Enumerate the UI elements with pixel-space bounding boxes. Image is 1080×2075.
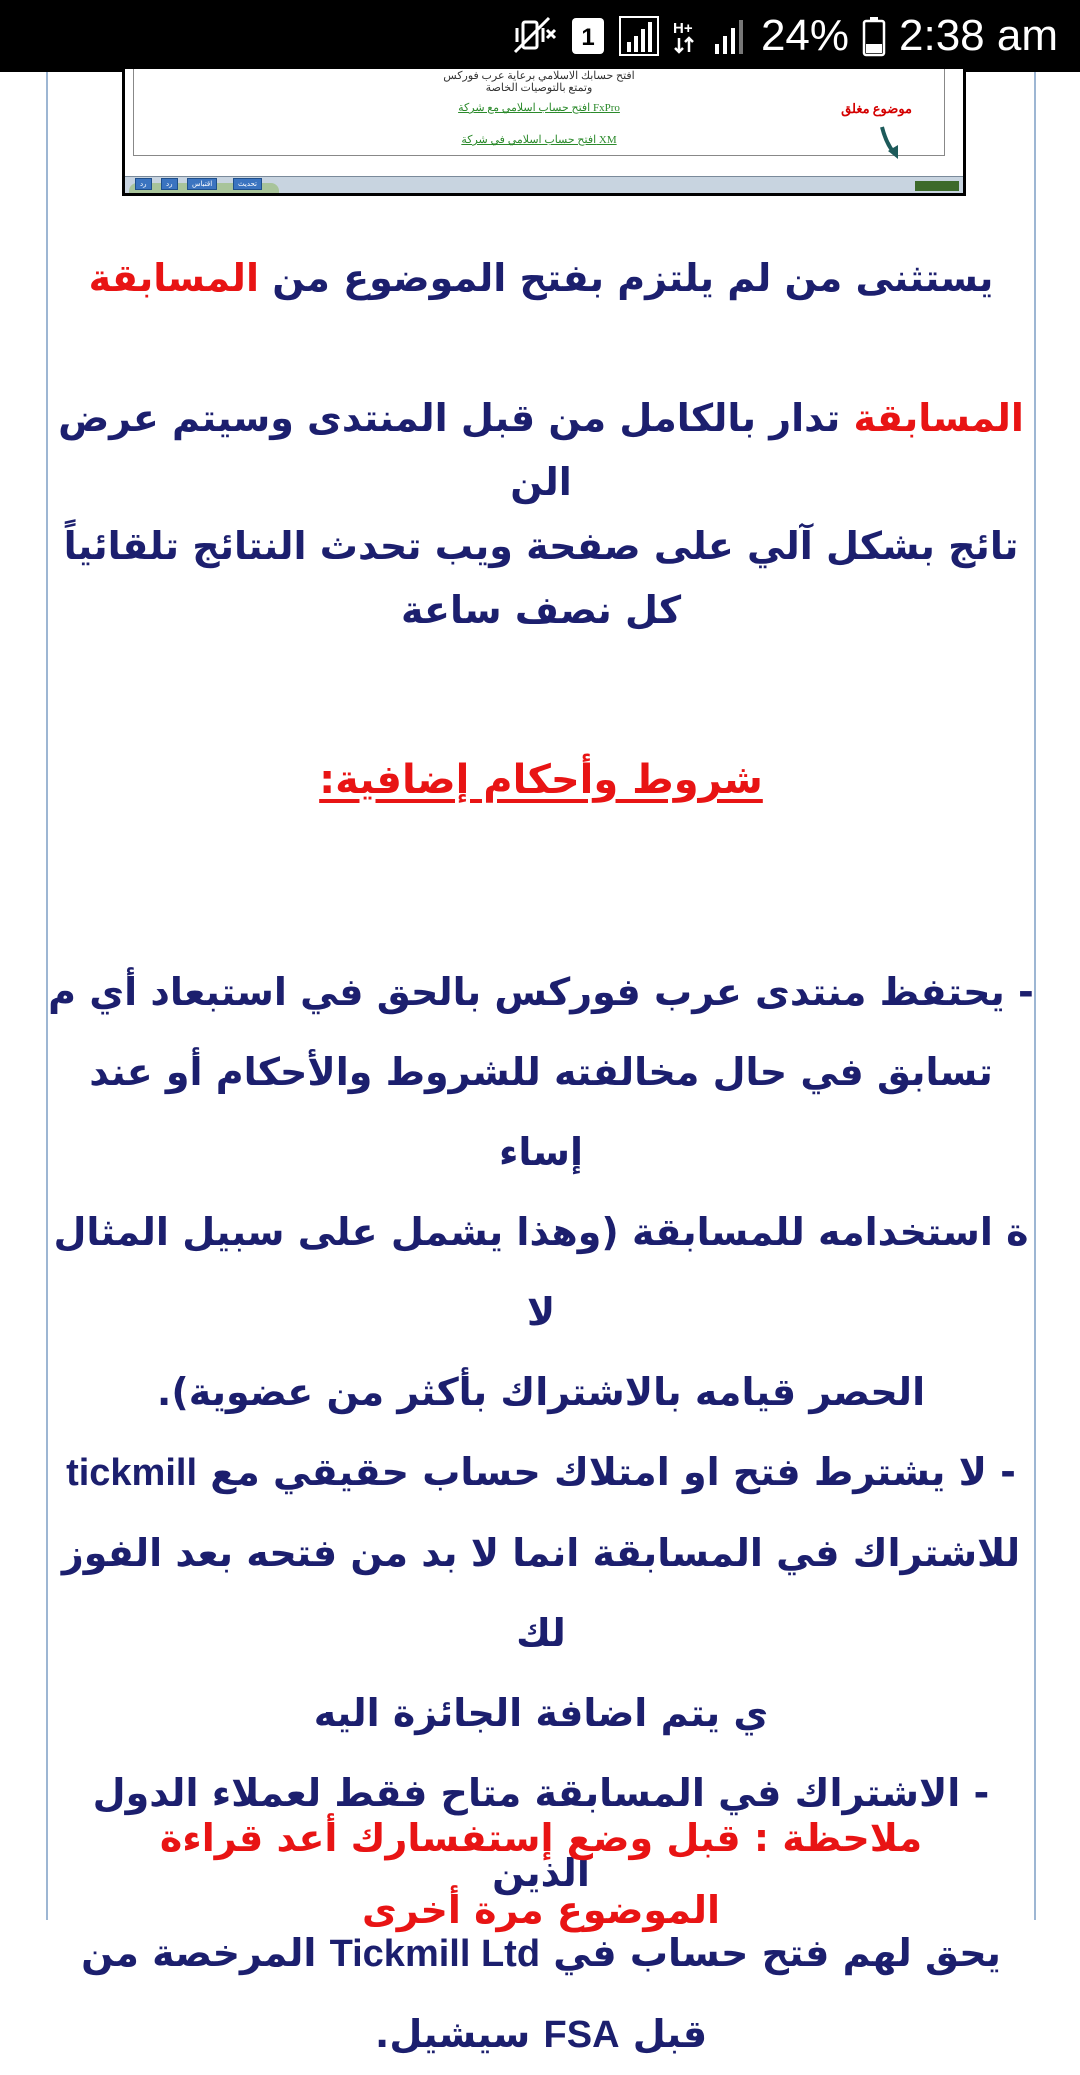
- status-bar: [0, 0, 1080, 72]
- term-line: - الاشتراك في المسابقة متاح فقط لعملاء الدول الذين: [92, 1771, 990, 1895]
- post-content: [46, 70, 1036, 2056]
- term-line: يحق لهم فتح حساب في Tickmill Ltd المرخصة من: [81, 1931, 1001, 1975]
- network-type: H+: [672, 20, 693, 37]
- term-line: الحصر قيامه بالاشتراك بأكثر من عضوية).: [156, 1370, 926, 1414]
- brand-name: Tickmill Ltd: [329, 1933, 541, 1975]
- screenshot-text-line: وتمتع بالتوصيات الخاصة: [485, 82, 593, 94]
- regulator-name: FSA: [543, 2014, 620, 2056]
- term-line: ي يتم اضافة الجائزة اليه: [313, 1691, 769, 1735]
- term-line: ة استخدامه للمسابقة (وهذا يشمل على سبيل المثال لا: [53, 1210, 1029, 1334]
- term-line: للاشتراك في المسابقة انما لا بد من فتحه بعد الفوز لك: [61, 1531, 1021, 1655]
- note: [48, 1802, 1034, 1946]
- term-line: تسابق في حال مخالفته للشروط والأحكام أو عند إساء: [89, 1050, 993, 1174]
- paragraph-line: المسابقة تدار بالكامل من قبل المنتدى وسيتم عرض الن: [58, 396, 1024, 504]
- clock: 2:38 am: [899, 11, 1058, 60]
- signal-bars-icon: [713, 16, 747, 56]
- term-line: - لا يشترط فتح او امتلاك حساب حقيقي مع tickmill: [66, 1450, 1016, 1494]
- section-heading: شروط وأحكام إضافية:: [319, 757, 763, 803]
- screenshot-corner-badge: [915, 181, 959, 191]
- closed-topic-label: موضوع مغلق: [841, 101, 912, 116]
- battery-icon: [863, 16, 885, 56]
- screenshot-link-fxpro: افتح حساب اسلامي مع شركة FxPro: [458, 102, 620, 114]
- brand-name: tickmill: [66, 1452, 198, 1494]
- screenshot-button: رد: [161, 178, 178, 190]
- sim-badge: 1: [581, 24, 595, 51]
- paragraph-text: يستثنى من لم يلتزم بفتح الموضوع من: [258, 256, 994, 300]
- note-line: ملاحظة : قبل وضع إستفسارك أعد قراءة: [159, 1816, 923, 1860]
- screenshot-button: تحديث: [233, 178, 262, 190]
- sim-icon: [571, 17, 605, 55]
- arrow-down-icon: [878, 125, 904, 165]
- battery-percent: 24%: [760, 11, 850, 60]
- screenshot-button: اقتباس: [187, 178, 217, 190]
- paragraph-exclusion: [48, 248, 1034, 308]
- paragraph-management: [48, 386, 1034, 642]
- screenshot-link-xm: افتح حساب اسلامي في شركة XM: [461, 134, 617, 146]
- screenshot-body: [133, 69, 945, 156]
- term-line: قبل FSA سيشيل.: [374, 2012, 708, 2056]
- note-line: الموضوع مرة أخرى: [361, 1888, 721, 1932]
- screenshot-toolbar: [125, 176, 963, 193]
- highlight-word: المسابقة: [853, 396, 1024, 440]
- paragraph-line: كل نصف ساعة: [400, 588, 682, 632]
- mute-vibrate-icon: [513, 16, 557, 56]
- screenshot-button: رد: [135, 178, 152, 190]
- term-line: - يحتفظ منتدى عرب فوركس بالحق في استبعاد أي م: [48, 970, 1034, 1014]
- signal-bars-icon: [619, 16, 659, 56]
- paragraph-line: تائج بشكل آلي على صفحة ويب تحدث النتائج تلقائياً: [63, 524, 1019, 568]
- highlight-word: المسابقة: [88, 256, 259, 300]
- status-icons: [513, 0, 1058, 72]
- hplus-icon: [673, 16, 699, 56]
- embedded-forum-screenshot: [122, 66, 966, 196]
- screenshot-text-line: افتح حسابك الاسلامي برعاية عرب فوركس: [443, 70, 635, 82]
